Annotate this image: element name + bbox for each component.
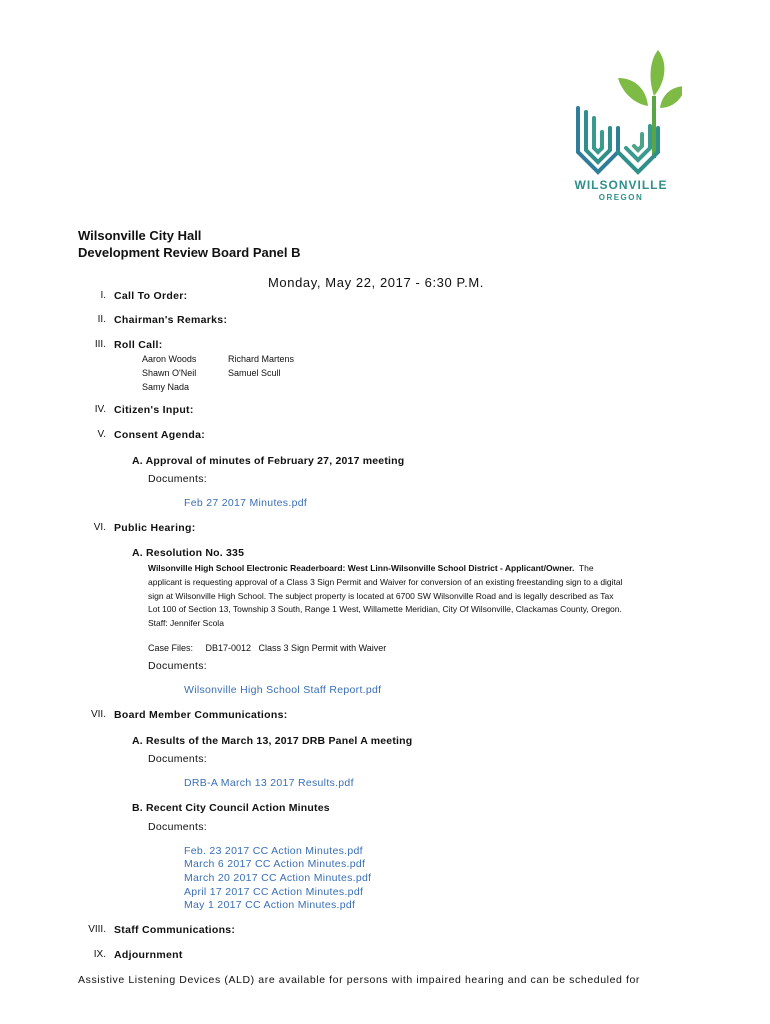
board-title: Development Review Board Panel B bbox=[78, 245, 301, 260]
documents-label: Documents: bbox=[148, 821, 208, 833]
section-number: VIII. bbox=[88, 924, 106, 935]
section-public-hearing: Public Hearing: bbox=[114, 522, 196, 534]
section-call-to-order: Call To Order: bbox=[114, 290, 188, 302]
venue-title: Wilsonville City Hall bbox=[78, 228, 202, 243]
document-link[interactable]: Feb 27 2017 Minutes.pdf bbox=[184, 497, 308, 509]
section-number: II. bbox=[97, 314, 106, 325]
section-citizens-input: Citizen's Input: bbox=[114, 404, 194, 416]
case-files: Case Files: DB17-0012 Class 3 Sign Permit with Waiver bbox=[148, 643, 387, 653]
section-adjournment: Adjournment bbox=[114, 949, 183, 961]
document-link[interactable]: May 1 2017 CC Action Minutes.pdf bbox=[184, 899, 356, 911]
section-number: V. bbox=[97, 429, 106, 440]
logo-wordmark: WILSONVILLE bbox=[574, 178, 668, 192]
roll-call-name: Samuel Scull bbox=[228, 368, 281, 378]
section-number: VI. bbox=[93, 522, 106, 533]
hearing-lead: Wilsonville High School Electronic Readerboard: West Linn-Wilsonville School District - Applicant/Owner. bbox=[148, 563, 575, 573]
agenda-item-title: A. Approval of minutes of February 27, 2017 meeting bbox=[132, 455, 405, 467]
agenda-item-title: B. Recent City Council Action Minutes bbox=[132, 802, 330, 814]
meeting-date: Monday, May 22, 2017 - 6:30 P.M. bbox=[268, 275, 484, 290]
roll-call-name: Aaron Woods bbox=[142, 354, 197, 364]
roll-call-name: Richard Martens bbox=[228, 354, 295, 364]
section-number: III. bbox=[94, 339, 106, 350]
document-link[interactable]: DRB-A March 13 2017 Results.pdf bbox=[184, 777, 354, 789]
section-chairmans-remarks: Chairman's Remarks: bbox=[114, 314, 228, 326]
section-roll-call: Roll Call: bbox=[114, 339, 163, 351]
logo-subtitle: OREGON bbox=[598, 193, 644, 202]
section-number: IX. bbox=[93, 949, 106, 960]
documents-label: Documents: bbox=[148, 753, 208, 765]
document-link[interactable]: April 17 2017 CC Action Minutes.pdf bbox=[184, 886, 364, 898]
hearing-description bbox=[148, 562, 708, 631]
agenda-item-title: A. Resolution No. 335 bbox=[132, 547, 245, 559]
agenda-item-title: A. Results of the March 13, 2017 DRB Panel A meeting bbox=[132, 735, 413, 747]
hearing-line: sign at Wilsonville High School. The subject property is located at 6700 SW Wilsonville Road and is legally described as Tax bbox=[148, 590, 614, 601]
section-number: VII. bbox=[90, 709, 106, 720]
document-link[interactable]: March 20 2017 CC Action Minutes.pdf bbox=[184, 872, 372, 884]
hearing-line: applicant is requesting approval of a Class 3 Sign Permit and Waiver for conversion of an existing freestanding sign to a digital bbox=[148, 576, 623, 587]
section-number: IV. bbox=[94, 404, 106, 415]
section-board-communications: Board Member Communications: bbox=[114, 709, 288, 721]
hearing-line: Staff: Jennifer Scola bbox=[148, 618, 224, 629]
document-link[interactable]: Feb. 23 2017 CC Action Minutes.pdf bbox=[184, 845, 363, 857]
document-link[interactable]: March 6 2017 CC Action Minutes.pdf bbox=[184, 858, 366, 870]
section-number: I. bbox=[100, 290, 106, 301]
hearing-line: The bbox=[578, 563, 594, 573]
document-link[interactable]: Wilsonville High School Staff Report.pdf bbox=[184, 684, 382, 696]
hearing-line: Lot 100 of Section 13, Township 3 South, Range 1 West, Willamette Meridian, City Of Wilsonville, Clackamas County, Oregon. bbox=[148, 604, 622, 615]
roll-call-name: Samy Nada bbox=[142, 382, 190, 392]
documents-label: Documents: bbox=[148, 473, 208, 485]
section-consent-agenda: Consent Agenda: bbox=[114, 429, 206, 441]
documents-label: Documents: bbox=[148, 660, 208, 672]
assistive-listening-note: Assistive Listening Devices (ALD) are available for persons with impaired hearing and can be scheduled for bbox=[78, 974, 641, 986]
roll-call-name: Shawn O'Neil bbox=[142, 368, 197, 378]
section-staff-communications: Staff Communications: bbox=[114, 924, 236, 936]
